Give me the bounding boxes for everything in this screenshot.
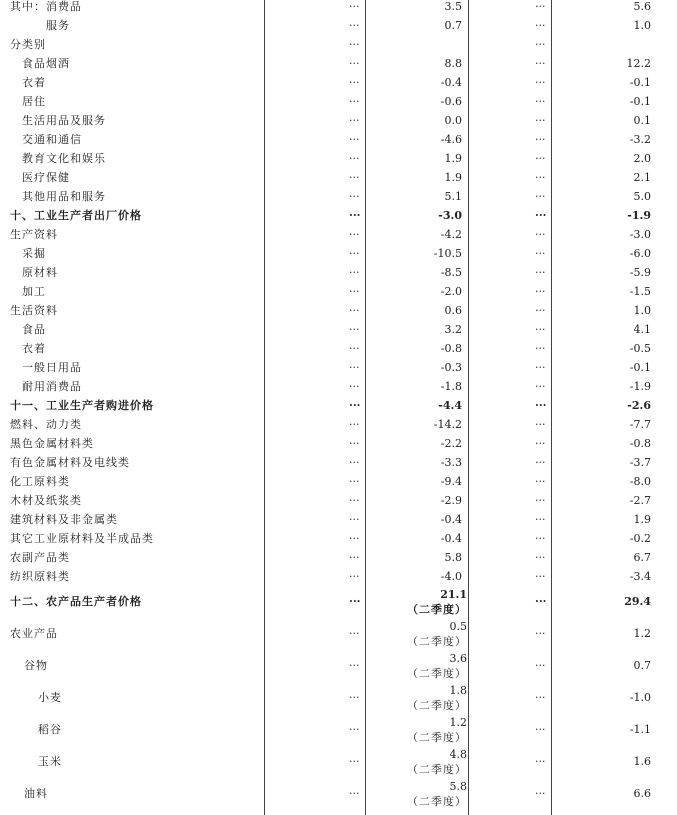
value-cell-2: -0.1 xyxy=(629,95,651,108)
table-row xyxy=(0,16,677,35)
ellipsis-marker: ··· xyxy=(349,399,361,412)
table-row xyxy=(0,650,677,682)
ellipsis-marker: ··· xyxy=(535,76,546,89)
quarter-note: （二季度） xyxy=(407,795,467,808)
value-text: 1.8 xyxy=(449,684,467,697)
table-row xyxy=(0,111,677,130)
column-divider-2 xyxy=(365,0,366,815)
table-row xyxy=(0,567,677,586)
value-cell-1: -9.4 xyxy=(440,475,462,488)
table-row xyxy=(0,586,677,618)
ellipsis-marker: ··· xyxy=(535,595,547,608)
ellipsis-marker: ··· xyxy=(349,304,360,317)
table-row xyxy=(0,377,677,396)
row-label: 衣着 xyxy=(22,76,46,89)
table-row xyxy=(0,225,677,244)
ellipsis-marker: ··· xyxy=(535,399,547,412)
ellipsis-marker: ··· xyxy=(349,152,360,165)
value-cell-2: -3.0 xyxy=(629,228,651,241)
value-text: 3.6 xyxy=(449,652,467,665)
ellipsis-marker: ··· xyxy=(349,228,360,241)
value-cell-2: -1.9 xyxy=(627,209,651,222)
row-label: 化工原料类 xyxy=(10,475,70,488)
table-row xyxy=(0,548,677,567)
value-cell-1 xyxy=(407,586,467,617)
table-row xyxy=(0,0,677,16)
value-cell-1: 5.8 xyxy=(444,551,462,564)
quarter-note: （二季度） xyxy=(407,731,467,744)
value-cell-1: -0.4 xyxy=(440,513,462,526)
table-row xyxy=(0,168,677,187)
value-cell-1 xyxy=(407,746,467,777)
row-label: 加工 xyxy=(22,285,46,298)
ellipsis-marker: ··· xyxy=(349,0,360,13)
ellipsis-marker: ··· xyxy=(535,342,546,355)
value-cell-2: -1.5 xyxy=(629,285,651,298)
row-label: 谷物 xyxy=(24,659,48,672)
table-row xyxy=(0,529,677,548)
ellipsis-marker: ··· xyxy=(349,787,360,800)
value-cell-1: -4.6 xyxy=(440,133,462,146)
ellipsis-marker: ··· xyxy=(535,755,546,768)
value-text: 5.8 xyxy=(449,780,467,793)
value-cell-1: 0.6 xyxy=(444,304,462,317)
ellipsis-marker: ··· xyxy=(349,342,360,355)
value-cell-2: 6.7 xyxy=(633,551,651,564)
value-cell-2: -8.0 xyxy=(629,475,651,488)
table-row xyxy=(0,54,677,73)
ellipsis-marker: ··· xyxy=(349,133,360,146)
ellipsis-marker: ··· xyxy=(535,133,546,146)
value-cell-2: 1.9 xyxy=(633,513,651,526)
value-cell-2: 6.6 xyxy=(633,787,651,800)
table-row xyxy=(0,618,677,650)
ellipsis-marker: ··· xyxy=(535,691,546,704)
value-cell-1: -2.9 xyxy=(440,494,462,507)
value-cell-1: -2.2 xyxy=(440,437,462,450)
table-row xyxy=(0,35,677,54)
value-cell-2: -2.6 xyxy=(627,399,651,412)
row-label: 燃料、动力类 xyxy=(10,418,82,431)
value-cell-2: 0.1 xyxy=(633,114,651,127)
ellipsis-marker: ··· xyxy=(349,323,360,336)
ellipsis-marker: ··· xyxy=(535,285,546,298)
value-cell-2: 2.0 xyxy=(633,152,651,165)
ellipsis-marker: ··· xyxy=(349,285,360,298)
table-row xyxy=(0,263,677,282)
table-row xyxy=(0,491,677,510)
value-cell-1: -1.8 xyxy=(440,380,462,393)
ellipsis-marker: ··· xyxy=(349,247,360,260)
value-text: 4.8 xyxy=(449,748,467,761)
table-row xyxy=(0,746,677,778)
ellipsis-marker: ··· xyxy=(535,57,546,70)
table-row xyxy=(0,301,677,320)
value-cell-1: -0.6 xyxy=(440,95,462,108)
row-label: 玉米 xyxy=(38,755,62,768)
value-cell-2: -5.9 xyxy=(629,266,651,279)
ellipsis-marker: ··· xyxy=(349,266,360,279)
value-cell-1: -4.4 xyxy=(438,399,462,412)
ellipsis-marker: ··· xyxy=(535,152,546,165)
table-row xyxy=(0,396,677,415)
ellipsis-marker: ··· xyxy=(535,247,546,260)
value-cell-2: 1.0 xyxy=(633,19,651,32)
row-label: 十二、农产品生产者价格 xyxy=(10,595,142,608)
ellipsis-marker: ··· xyxy=(535,494,546,507)
value-cell-2: -1.1 xyxy=(629,723,651,736)
value-text: 21.1 xyxy=(440,588,467,601)
value-cell-1: -3.0 xyxy=(438,209,462,222)
row-label: 耐用消费品 xyxy=(22,380,82,393)
value-cell-2: -1.0 xyxy=(629,691,651,704)
row-label: 稻谷 xyxy=(38,723,62,736)
row-label: 衣着 xyxy=(22,342,46,355)
ellipsis-marker: ··· xyxy=(535,437,546,450)
value-cell-1: 3.2 xyxy=(444,323,462,336)
ellipsis-marker: ··· xyxy=(349,190,360,203)
ellipsis-marker: ··· xyxy=(535,0,546,13)
ellipsis-marker: ··· xyxy=(349,532,360,545)
quarter-note: （二季度） xyxy=(407,603,467,616)
table-row xyxy=(0,320,677,339)
ellipsis-marker: ··· xyxy=(349,380,360,393)
table-row xyxy=(0,472,677,491)
ellipsis-marker: ··· xyxy=(535,19,546,32)
row-label: 黑色金属材料类 xyxy=(10,437,94,450)
row-label: 木材及纸浆类 xyxy=(10,494,82,507)
ellipsis-marker: ··· xyxy=(349,755,360,768)
ellipsis-marker: ··· xyxy=(535,361,546,374)
ellipsis-marker: ··· xyxy=(349,456,360,469)
ellipsis-marker: ··· xyxy=(349,659,360,672)
row-label: 教育文化和娱乐 xyxy=(22,152,106,165)
table-row xyxy=(0,244,677,263)
row-label: 居住 xyxy=(22,95,46,108)
value-cell-2: -0.8 xyxy=(629,437,651,450)
ellipsis-marker: ··· xyxy=(349,723,360,736)
value-cell-1: 8.8 xyxy=(444,57,462,70)
value-cell-1: 0.7 xyxy=(444,19,462,32)
row-label: 有色金属材料及电线类 xyxy=(10,456,130,469)
value-cell-2: -0.2 xyxy=(629,532,651,545)
ellipsis-marker: ··· xyxy=(535,475,546,488)
row-label: 十一、工业生产者购进价格 xyxy=(10,399,154,412)
table-row xyxy=(0,187,677,206)
table-row xyxy=(0,206,677,225)
row-label: 食品 xyxy=(22,323,46,336)
table-row xyxy=(0,282,677,301)
ellipsis-marker: ··· xyxy=(535,570,546,583)
value-cell-1: -0.4 xyxy=(440,76,462,89)
ellipsis-marker: ··· xyxy=(349,570,360,583)
ellipsis-marker: ··· xyxy=(535,627,546,640)
value-cell-1: 1.9 xyxy=(444,171,462,184)
quarter-note: （二季度） xyxy=(407,699,467,712)
value-cell-1: -4.2 xyxy=(440,228,462,241)
value-cell-1 xyxy=(407,650,467,681)
row-label: 原材料 xyxy=(22,266,58,279)
ellipsis-marker: ··· xyxy=(349,627,360,640)
value-cell-2: 12.2 xyxy=(626,57,651,70)
row-label: 建筑材料及非金属类 xyxy=(10,513,118,526)
value-cell-1: 0.0 xyxy=(444,114,462,127)
ellipsis-marker: ··· xyxy=(535,380,546,393)
value-cell-1: -14.2 xyxy=(433,418,462,431)
ellipsis-marker: ··· xyxy=(535,418,546,431)
table-row xyxy=(0,73,677,92)
value-cell-2: -3.7 xyxy=(629,456,651,469)
table-row xyxy=(0,339,677,358)
table-row xyxy=(0,453,677,472)
row-label: 农业产品 xyxy=(10,627,58,640)
table-row xyxy=(0,130,677,149)
value-cell-2: 4.1 xyxy=(633,323,651,336)
ellipsis-marker: ··· xyxy=(349,38,360,51)
value-cell-2: -6.0 xyxy=(629,247,651,260)
table-row xyxy=(0,510,677,529)
row-label: 油料 xyxy=(24,787,48,800)
row-label: 医疗保健 xyxy=(22,171,70,184)
ellipsis-marker: ··· xyxy=(535,551,546,564)
value-cell-2: 1.6 xyxy=(633,755,651,768)
table-row xyxy=(0,682,677,714)
ellipsis-marker: ··· xyxy=(535,114,546,127)
value-cell-2: 0.7 xyxy=(633,659,651,672)
value-cell-2: 5.0 xyxy=(633,190,651,203)
quarter-note: （二季度） xyxy=(407,763,467,776)
value-cell-1: -0.8 xyxy=(440,342,462,355)
row-label: 纺织原料类 xyxy=(10,570,70,583)
row-label: 十、工业生产者出厂价格 xyxy=(10,209,142,222)
ellipsis-marker: ··· xyxy=(349,691,360,704)
table-row xyxy=(0,434,677,453)
ellipsis-marker: ··· xyxy=(349,361,360,374)
ellipsis-marker: ··· xyxy=(535,304,546,317)
ellipsis-marker: ··· xyxy=(349,114,360,127)
table-row xyxy=(0,149,677,168)
table-row xyxy=(0,415,677,434)
value-cell-1: -10.5 xyxy=(433,247,462,260)
row-label: 分类别 xyxy=(10,38,46,51)
value-cell-1 xyxy=(407,714,467,745)
ellipsis-marker: ··· xyxy=(349,171,360,184)
ellipsis-marker: ··· xyxy=(535,209,547,222)
table-row xyxy=(0,92,677,111)
value-cell-1: -2.0 xyxy=(440,285,462,298)
ellipsis-marker: ··· xyxy=(349,494,360,507)
value-cell-2: 5.6 xyxy=(633,0,651,13)
value-cell-2: -1.9 xyxy=(629,380,651,393)
ellipsis-marker: ··· xyxy=(349,595,361,608)
value-cell-1: -3.3 xyxy=(440,456,462,469)
value-cell-2: -3.2 xyxy=(629,133,651,146)
row-label: 生活用品及服务 xyxy=(22,114,106,127)
value-cell-1 xyxy=(407,618,467,649)
value-cell-2: -2.7 xyxy=(629,494,651,507)
ellipsis-marker: ··· xyxy=(535,532,546,545)
ellipsis-marker: ··· xyxy=(349,76,360,89)
value-cell-2: 2.1 xyxy=(633,171,651,184)
row-label: 生产资料 xyxy=(10,228,58,241)
table-row xyxy=(0,714,677,746)
ellipsis-marker: ··· xyxy=(535,171,546,184)
value-cell-2: 1.2 xyxy=(633,627,651,640)
ellipsis-marker: ··· xyxy=(349,57,360,70)
ellipsis-marker: ··· xyxy=(349,19,360,32)
ellipsis-marker: ··· xyxy=(535,190,546,203)
ellipsis-marker: ··· xyxy=(349,95,360,108)
column-divider-1 xyxy=(264,0,265,815)
value-cell-1: -0.3 xyxy=(440,361,462,374)
value-cell-1: 5.1 xyxy=(444,190,462,203)
ellipsis-marker: ··· xyxy=(535,95,546,108)
table-row xyxy=(0,778,677,810)
table-row xyxy=(0,358,677,377)
value-cell-2: -0.1 xyxy=(629,76,651,89)
row-label: 农副产品类 xyxy=(10,551,70,564)
value-cell-1 xyxy=(407,682,467,713)
row-label: 服务 xyxy=(46,19,70,32)
ellipsis-marker: ··· xyxy=(535,266,546,279)
value-cell-1: -8.5 xyxy=(440,266,462,279)
value-cell-2: -3.4 xyxy=(629,570,651,583)
value-cell-1 xyxy=(407,778,467,809)
row-label: 小麦 xyxy=(38,691,62,704)
ellipsis-marker: ··· xyxy=(535,38,546,51)
value-cell-1: 3.5 xyxy=(444,0,462,13)
ellipsis-marker: ··· xyxy=(349,475,360,488)
value-cell-2: 29.4 xyxy=(624,595,651,608)
ellipsis-marker: ··· xyxy=(349,513,360,526)
quarter-note: （二季度） xyxy=(407,667,467,680)
row-label: 其它工业原材料及半成品类 xyxy=(10,532,154,545)
ellipsis-marker: ··· xyxy=(349,418,360,431)
row-label: 食品烟酒 xyxy=(22,57,70,70)
column-divider-3 xyxy=(468,0,469,815)
row-label: 一般日用品 xyxy=(22,361,82,374)
value-cell-1: -4.0 xyxy=(440,570,462,583)
ellipsis-marker: ··· xyxy=(535,787,546,800)
row-label: 交通和通信 xyxy=(22,133,82,146)
column-divider-4 xyxy=(551,0,552,815)
value-text: 1.2 xyxy=(449,716,467,729)
ellipsis-marker: ··· xyxy=(535,659,546,672)
value-cell-2: -0.1 xyxy=(629,361,651,374)
row-label: 生活资料 xyxy=(10,304,58,317)
ellipsis-marker: ··· xyxy=(535,513,546,526)
value-cell-1: 1.9 xyxy=(444,152,462,165)
ellipsis-marker: ··· xyxy=(535,323,546,336)
ellipsis-marker: ··· xyxy=(349,551,360,564)
ellipsis-marker: ··· xyxy=(535,723,546,736)
value-text: 0.5 xyxy=(449,620,467,633)
value-cell-1: -0.4 xyxy=(440,532,462,545)
ellipsis-marker: ··· xyxy=(349,437,360,450)
value-cell-2: -0.5 xyxy=(629,342,651,355)
value-cell-2: 1.0 xyxy=(633,304,651,317)
row-label: 其中：消费品 xyxy=(10,0,82,13)
row-label: 其他用品和服务 xyxy=(22,190,106,203)
value-cell-2: -7.7 xyxy=(629,418,651,431)
row-label: 采掘 xyxy=(22,247,46,260)
ellipsis-marker: ··· xyxy=(535,456,546,469)
ellipsis-marker: ··· xyxy=(349,209,361,222)
ellipsis-marker: ··· xyxy=(535,228,546,241)
quarter-note: （二季度） xyxy=(407,635,467,648)
